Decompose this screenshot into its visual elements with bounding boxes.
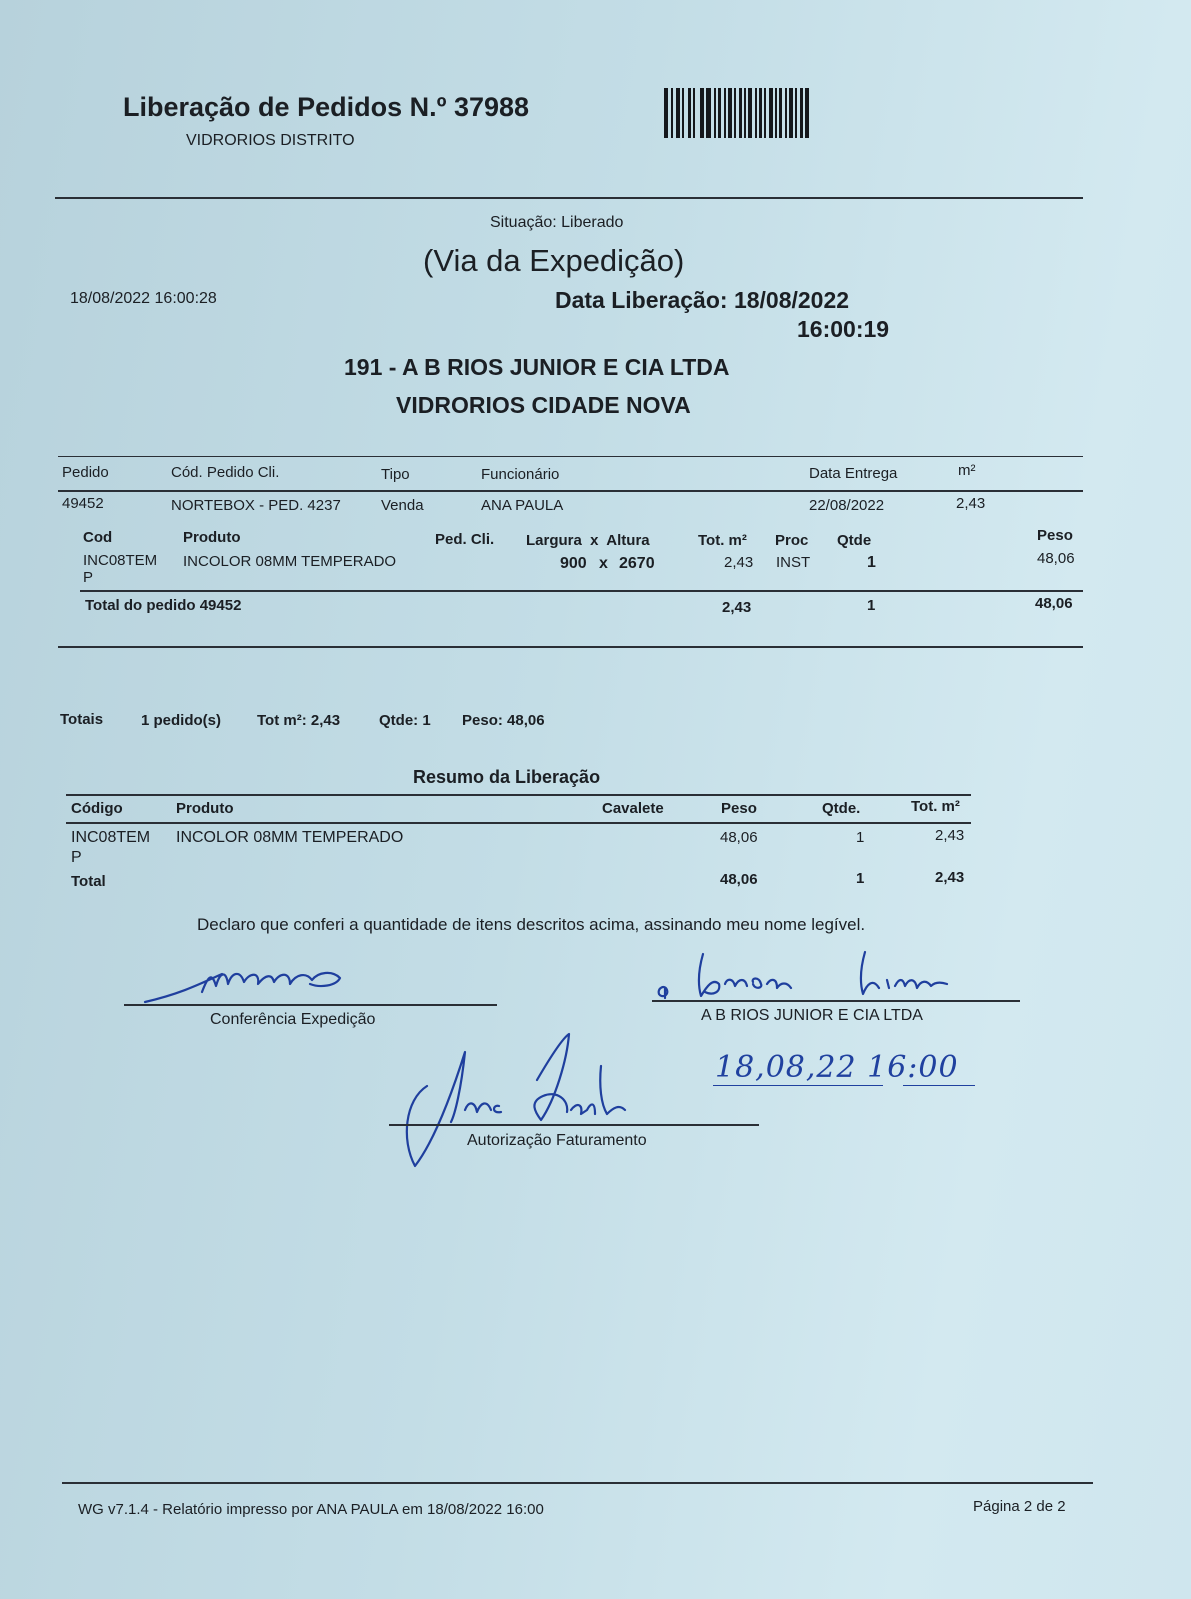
- item-col-cod-header: Cod: [83, 529, 113, 546]
- summary-product-m2: 2,43: [935, 827, 965, 844]
- summary-col-qtde-header: Qtde.: [822, 800, 861, 817]
- client-name: 191 - A B RIOS JUNIOR E CIA LTDA: [344, 354, 730, 380]
- handwritten-date: 18,08,22 16:00: [715, 1050, 959, 1085]
- order-type: Venda: [381, 497, 424, 514]
- item-height: 2670: [619, 555, 655, 572]
- order-m2: 2,43: [956, 495, 986, 512]
- item-dimension-separator: x: [599, 555, 608, 572]
- summary-product-code-continuation: P: [71, 849, 82, 866]
- col-pedido-header: Pedido: [62, 464, 109, 481]
- document-title: Liberação de Pedidos N.º 37988: [123, 92, 530, 122]
- autorizacao-signature-line: [389, 1124, 759, 1126]
- company-signature: [655, 948, 985, 1008]
- col-m2-header: m²: [958, 462, 976, 479]
- totals-qtde: Qtde: 1: [379, 712, 431, 729]
- item-code: INC08TEM: [83, 552, 158, 569]
- summary-header-divider: [66, 822, 971, 824]
- summary-col-cavalete-header: Cavalete: [602, 800, 664, 817]
- item-col-qtde-header: Qtde: [837, 532, 872, 549]
- declaration-text: Declaro que conferi a quantidade de itens descritos acima, assinando meu nome legível.: [197, 915, 866, 934]
- handwritten-time-underline: [903, 1085, 975, 1086]
- summary-product-name: INCOLOR 08MM TEMPERADO: [176, 829, 404, 846]
- totals-orders: 1 pedido(s): [141, 712, 222, 729]
- order-total-qtde: 1: [867, 597, 876, 614]
- order-table-top-border: [58, 456, 1083, 457]
- company-signature-line: [652, 1000, 1020, 1002]
- item-process: INST: [776, 554, 811, 571]
- item-col-tot-m2-header: Tot. m²: [698, 532, 747, 549]
- order-table-bottom-border: [58, 646, 1083, 648]
- summary-top-border: [66, 794, 971, 796]
- order-total-m2: 2,43: [722, 599, 752, 616]
- item-col-peso-header: Peso: [1037, 527, 1073, 544]
- company-label: A B RIOS JUNIOR E CIA LTDA: [701, 1007, 923, 1024]
- header-divider: [55, 197, 1083, 199]
- item-col-largura-altura-header: Largura x Altura: [526, 532, 650, 549]
- summary-total-qtde: 1: [856, 870, 865, 887]
- col-tipo-header: Tipo: [381, 466, 410, 483]
- order-header-divider: [58, 490, 1083, 492]
- totals-m2: Tot m²: 2,43: [257, 712, 341, 729]
- conferencia-label: Conferência Expedição: [210, 1011, 376, 1028]
- summary-product-code: INC08TEM: [71, 829, 151, 846]
- footer-divider: [62, 1482, 1093, 1484]
- summary-col-tot-m2-header: Tot. m²: [911, 798, 960, 815]
- footer-print-info: WG v7.1.4 - Relatório impresso por ANA PAULA em 18/08/2022 16:00: [78, 1501, 544, 1518]
- employee-name: ANA PAULA: [481, 497, 564, 514]
- summary-total-weight: 48,06: [720, 871, 758, 888]
- client-order-code: NORTEBOX - PED. 4237: [171, 497, 341, 514]
- item-tot-m2: 2,43: [724, 554, 754, 571]
- col-cod-pedido-cli-header: Cód. Pedido Cli.: [171, 464, 280, 481]
- conferencia-signature-line: [124, 1004, 497, 1006]
- item-col-proc-header: Proc: [775, 532, 809, 549]
- item-weight: 48,06: [1037, 550, 1075, 567]
- handwritten-date-underline: [713, 1085, 883, 1086]
- summary-col-peso-header: Peso: [721, 800, 757, 817]
- summary-total-label: Total: [71, 873, 106, 890]
- item-code-continuation: P: [83, 569, 94, 586]
- delivery-date: 22/08/2022: [809, 497, 885, 514]
- col-data-entrega-header: Data Entrega: [809, 465, 898, 482]
- col-funcionario-header: Funcionário: [481, 466, 560, 483]
- totals-weight: Peso: 48,06: [462, 712, 545, 729]
- barcode: [664, 88, 847, 138]
- order-total-label: Total do pedido 49452: [85, 597, 242, 614]
- page-number: Página 2 de 2: [973, 1498, 1066, 1515]
- company-subtitle: VIDRORIOS DISTRITO: [186, 132, 355, 149]
- item-col-produto-header: Produto: [183, 529, 241, 546]
- summary-col-produto-header: Produto: [176, 800, 234, 817]
- client-store: VIDRORIOS CIDADE NOVA: [396, 392, 691, 418]
- release-date: Data Liberação: 18/08/2022: [555, 287, 850, 313]
- printed-timestamp: 18/08/2022 16:00:28: [70, 290, 217, 307]
- release-time: 16:00:19: [797, 316, 890, 342]
- totals-label: Totais: [60, 711, 104, 728]
- summary-product-weight: 48,06: [720, 829, 758, 846]
- summary-col-codigo-header: Código: [71, 800, 123, 817]
- summary-product-qtde: 1: [856, 829, 865, 846]
- item-product: INCOLOR 08MM TEMPERADO: [183, 553, 397, 570]
- order-number: 49452: [62, 495, 104, 512]
- status-text: Situação: Liberado: [490, 214, 624, 231]
- copy-label: (Via da Expedição): [423, 243, 685, 278]
- item-total-divider: [80, 590, 1083, 592]
- item-col-ped-cli-header: Ped. Cli.: [435, 531, 495, 548]
- item-quantity: 1: [867, 554, 876, 571]
- order-total-weight: 48,06: [1035, 595, 1073, 612]
- summary-title: Resumo da Liberação: [413, 767, 601, 787]
- summary-total-m2: 2,43: [935, 869, 965, 886]
- item-width: 900: [560, 555, 587, 572]
- autorizacao-label: Autorização Faturamento: [467, 1132, 647, 1149]
- conferencia-signature: [140, 962, 380, 1008]
